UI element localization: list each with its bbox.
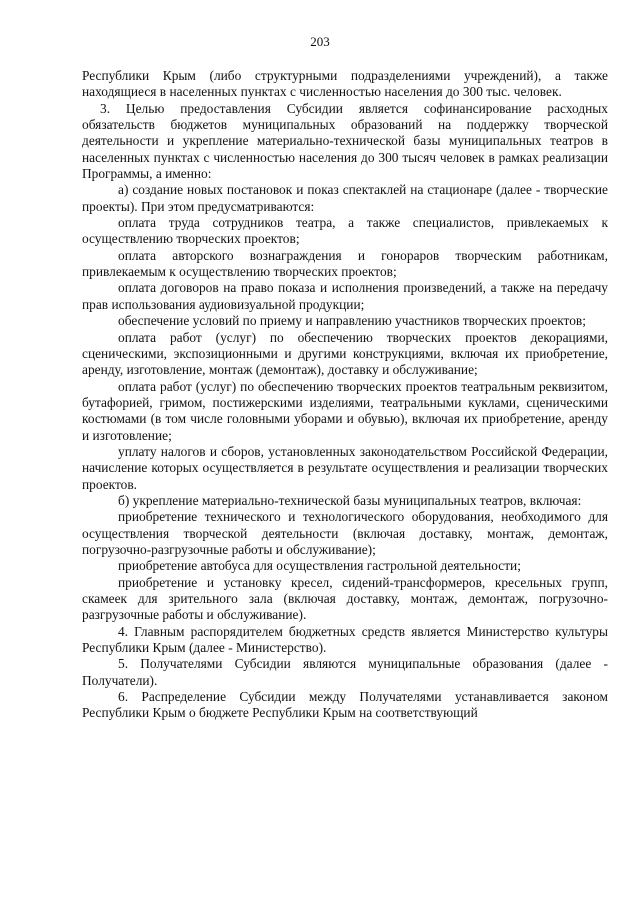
paragraph-subclause-b: б) укрепление материально-технической базы муниципальных театров, включая: bbox=[118, 492, 582, 508]
list-item: уплату налогов и сборов, установленных законодательством Российской Федерации, начисление которых осуществляется в результате осуществления и реализации творческих проектов. bbox=[82, 443, 608, 492]
paragraph-subclause-a: а) создание новых постановок и показ спектаклей на стационаре (далее - творческие проекты). При этом предусматриваются: bbox=[82, 182, 608, 214]
paragraph-clause-3: 3. Целью предоставления Субсидии является софинансирование расходных обязательств бюджетов муниципальных образований на поддержку творческой деятельности и укрепление материально-технической базы муниципальных театров в населенных пунктах с численностью населения до 300 тысяч человек в рамках реализации Программы, а именно: bbox=[82, 100, 608, 182]
list-item: оплата авторского вознаграждения и гонораров творческим работникам, привлекаемым к осуществлению творческих проектов; bbox=[82, 247, 608, 280]
list-item: приобретение автобуса для осуществления гастрольной деятельности; bbox=[118, 558, 521, 574]
list-item: обеспечение условий по приему и направлению участников творческих проектов; bbox=[118, 313, 586, 329]
list-item: оплата работ (услуг) по обеспечению творческих проектов декорациями, сценическими, экспозиционными и другими конструкциями, включая их приобретение, аренду, изготовление, монтаж (демонтаж), доставку и обслуживание; bbox=[82, 329, 608, 378]
paragraph-clause-5: 5. Получателями Субсидии являются муниципальные образования (далее - Получатели). bbox=[82, 656, 608, 688]
list-item: приобретение и установку кресел, сидений-трансформеров, кресельных групп, скамеек для зрительного зала (включая доставку, монтаж, демонтаж, погрузочно-разгрузочные работы и обслуживание). bbox=[82, 574, 608, 623]
page-number: 203 bbox=[310, 34, 330, 49]
list-item: оплата работ (услуг) по обеспечению творческих проектов театральным реквизитом, бутафорией, гримом, постижерскими изделиями, театральными куклами, сценическими костюмами (в том числе головными уборами и обувью), включая их приобретение, аренду и изготовление; bbox=[82, 378, 608, 443]
document-body bbox=[82, 68, 608, 722]
paragraph-clause-4: 4. Главным распорядителем бюджетных средств является Министерство культуры Республики Крым (далее - Министерство). bbox=[82, 623, 608, 656]
paragraph-continuation: Республики Крым (либо структурными подразделениями учреждений), а также находящиеся в населенных пунктах с численностью населения до 300 тыс. человек. bbox=[82, 68, 608, 100]
list-item: оплата договоров на право показа и исполнения произведений, а также на передачу прав использования аудиовизуальной продукции; bbox=[82, 280, 608, 312]
list-item: приобретение технического и технологического оборудования, необходимого для осуществления творческой деятельности (включая доставку, монтаж, демонтаж, погрузочно-разгрузочные работы и обслуживание); bbox=[82, 509, 608, 557]
list-item: оплата труда сотрудников театра, а также специалистов, привлекаемых к осуществлению творческих проектов; bbox=[82, 215, 608, 247]
paragraph-clause-6: 6. Распределение Субсидии между Получателями устанавливается законом Республики Крым о бюджете Республики Крым на соответствующий bbox=[82, 689, 608, 721]
